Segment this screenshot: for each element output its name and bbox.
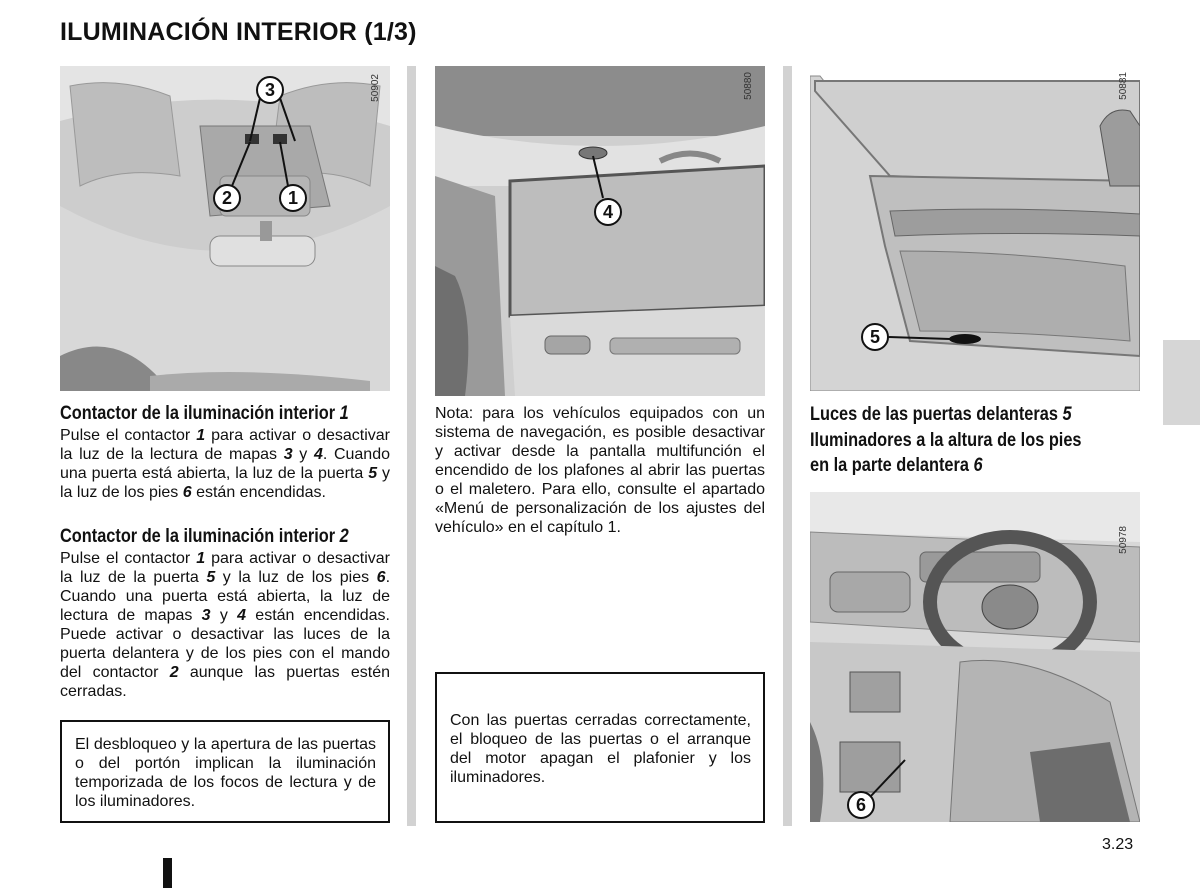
figure-code: 50880 — [743, 72, 754, 100]
info-box-text: El desbloqueo y la apertura de las puertas o del portón implican la iluminación temporizada de los focos de lectura y de los iluminadores. — [75, 736, 376, 810]
heading-text: Contactor de la iluminación interior — [60, 403, 340, 424]
page-marker — [163, 858, 172, 888]
heading-number: 2 — [339, 526, 349, 547]
figure-overhead-console — [60, 66, 390, 391]
paragraph-switch-2: Pulse el contactor 1 para activar o desactivar la luz de la puerta 5 y la luz de los pies 6. Cuando una puerta está abierta, la luz de lectura de mapas 3 y 4 están encendidas. Puede activar o desactivar las luces de la puerta delantera y de los pies con el mando del contactor 2 aunque las puertas estén cerradas. — [60, 550, 391, 700]
front-door-illustration — [810, 66, 1140, 391]
figure-front-door — [810, 66, 1140, 391]
paragraph-switch-1: Pulse el contactor 1 para activar o desactivar la luz de la lectura de mapas 3 y 4. Cuando una puerta está abierta, la luz de la puerta 5 y la luz de los pies 6 están encendidas. — [60, 427, 391, 501]
heading-text: Contactor de la iluminación interior — [60, 526, 340, 547]
section-heading — [810, 455, 983, 477]
figure-footwell — [810, 492, 1140, 822]
section-heading — [60, 526, 349, 548]
callout-4: 4 — [594, 198, 622, 226]
heading-number: 6 — [973, 455, 983, 476]
note-paragraph: Nota: para los vehículos equipados con un sistema de navegación, es posible desactivar y activar desde la pantalla multifunción el encendido de los plafones al abrir las puertas o el maletero. Para ello, consulte el apartado «Menú de personalización de los ajustes del vehículo» en el capítulo 1. — [435, 405, 765, 536]
callout-3: 3 — [256, 76, 284, 104]
callout-5: 5 — [861, 323, 889, 351]
column-separator — [407, 66, 416, 826]
overhead-console-illustration — [60, 66, 390, 391]
footwell-illustration — [810, 492, 1140, 822]
heading-text: en la parte delantera — [810, 455, 974, 476]
figure-rear-ceiling-light — [435, 66, 765, 396]
heading-text: Luces de las puertas delanteras — [810, 404, 1063, 425]
heading-number: 5 — [1062, 404, 1072, 425]
figure-code: 50978 — [1118, 526, 1129, 554]
chapter-tab — [1163, 340, 1200, 425]
rear-ceiling-light-illustration — [435, 66, 765, 396]
figure-code: 50881 — [1118, 72, 1129, 100]
page-number: 3.23 — [1102, 836, 1134, 853]
section-heading: Iluminadores a la altura de los pies — [810, 430, 1082, 451]
callout-6: 6 — [847, 791, 875, 819]
column-separator — [783, 66, 792, 826]
info-box-text: Con las puertas cerradas correctamente, el bloqueo de las puertas o el arranque del motor apagan el plafonier y los iluminadores. — [450, 712, 751, 786]
figure-code: 50902 — [370, 74, 381, 102]
page-title: ILUMINACIÓN INTERIOR (1/3) — [60, 18, 417, 46]
callout-1: 1 — [279, 184, 307, 212]
section-heading — [60, 403, 349, 425]
callout-2: 2 — [213, 184, 241, 212]
heading-number: 1 — [339, 403, 349, 424]
section-heading — [810, 404, 1072, 426]
